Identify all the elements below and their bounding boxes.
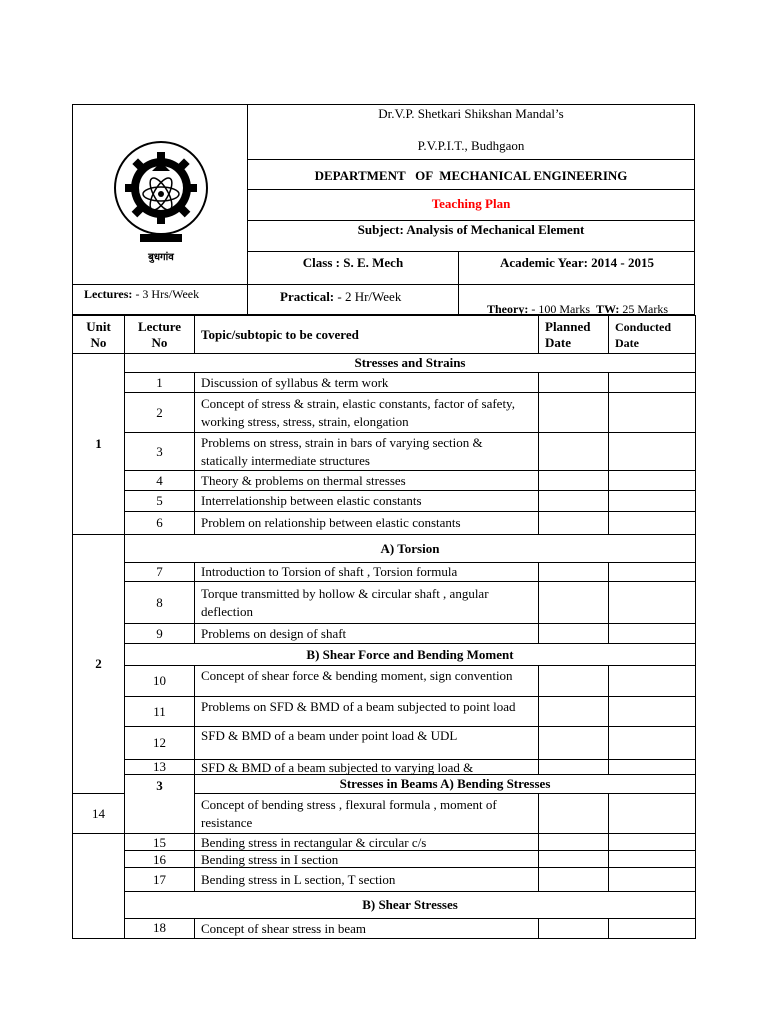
subject-name: Subject: Analysis of Mechanical Element [357,222,585,237]
plan-title: Teaching Plan [431,196,511,211]
academic-year: Academic Year: 2014 - 2015 [499,255,655,270]
table-row: 8 Torque transmitted by hollow & circular shaft , angular deflection [73,582,696,624]
table-row: 10 Concept of shear force & bending moment, sign convention [73,666,696,697]
col-unit-header: Unit No [73,316,125,354]
col-topic-header: Topic/subtopic to be covered [195,316,539,354]
section-heading: Stresses in Beams A) Bending Stresses [195,775,696,794]
document-header [72,104,695,315]
teaching-plan-document [72,104,695,934]
table-row: 11 Problems on SFD & BMD of a beam subjected to point load [73,697,696,727]
col-conducted-header: Conducted Date [609,316,696,354]
table-row: 1 Discussion of syllabus & term work [73,373,696,393]
table-row: 4 Theory & problems on thermal stresses [73,471,696,491]
teaching-plan-table [72,315,696,939]
table-row: 7 Introduction to Torsion of shaft , Torsion formula [73,563,696,582]
department-name: DEPARTMENT OF MECHANICAL ENGINEERING [314,168,628,183]
table-row: 9 Problems on design of shaft [73,624,696,644]
org-name: Dr.V.P. Shetkari Shikshan Mandal’s [378,106,564,121]
marks-info: Theory: - 100 Marks TW: 25 Marks [487,302,669,316]
class-name: Class : S. E. Mech [302,255,404,270]
institute-logo [102,126,220,266]
table-row: 12 SFD & BMD of a beam under point load & UDL [73,727,696,760]
table-row: 13 SFD & BMD of a beam subjected to varying load & [73,760,696,775]
unit-number: 2 [73,535,125,794]
table-row: 17 Bending stress in L section, T section [73,868,696,892]
gear-emblem-icon [115,142,207,242]
logo-caption: बुधगांव [148,252,174,263]
institute-name: P.V.P.I.T., Budhgaon [417,138,525,153]
table-row: 3 Problems on stress, strain in bars of varying section & statically intermediate structures [73,433,696,471]
section-heading: B) Shear Force and Bending Moment [125,644,696,666]
table-row: 15 Bending stress in rectangular & circular c/s [73,834,696,851]
table-row: 2 Concept of stress & strain, elastic constants, factor of safety, working stress, stress, strain, elongation [73,393,696,433]
practical-info: Practical: - 2 Hr/Week [280,289,402,304]
lectures-info: Lectures: - 3 Hrs/Week [84,287,200,301]
unit-number: 1 [73,354,125,535]
col-lecture-header: Lecture No [125,316,195,354]
col-planned-header: Planned Date [539,316,609,354]
section-heading: B) Shear Stresses [125,892,696,919]
section-heading: A) Torsion [125,535,696,563]
table-row: 6 Problem on relationship between elastic constants [73,512,696,535]
table-row: 16 Bending stress in I section [73,851,696,868]
unit-number: 3 [125,775,195,834]
section-heading: Stresses and Strains [125,354,696,373]
table-row: 5 Interrelationship between elastic constants [73,491,696,512]
table-row: 18 Concept of shear stress in beam [73,919,696,939]
table-header-row [73,316,696,354]
table-row: 14 Concept of bending stress , flexural formula , moment of resistance [73,794,696,834]
